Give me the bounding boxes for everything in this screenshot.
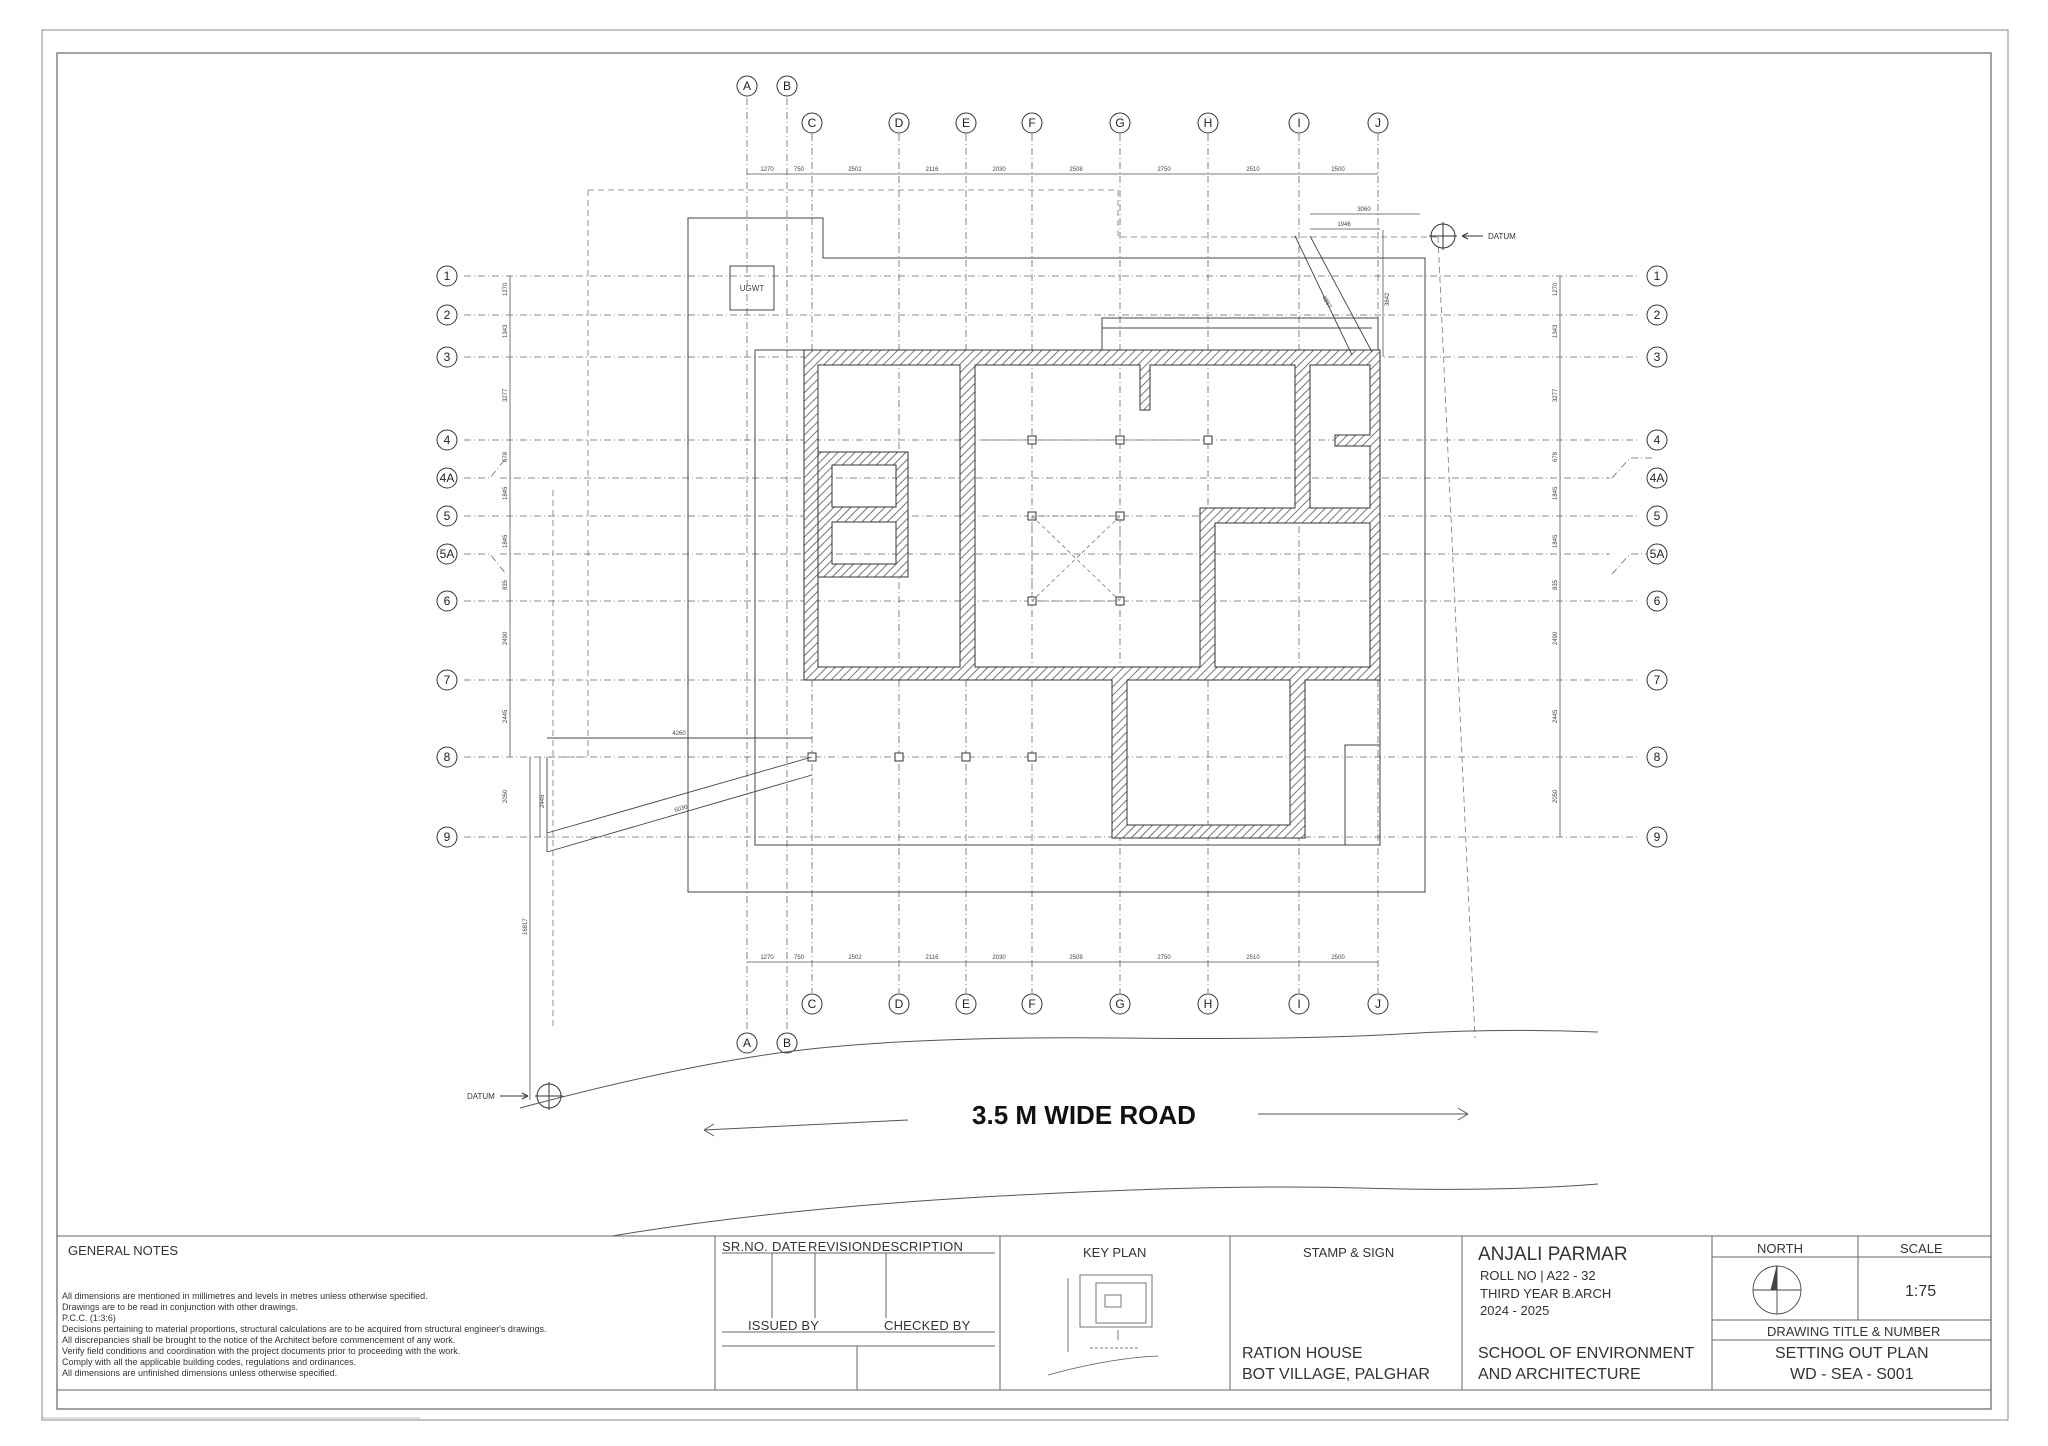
datum-marker-bottom [500,1082,563,1110]
stamp-label: STAMP & SIGN [1303,1245,1395,1260]
scale-label: SCALE [1900,1241,1943,1256]
right-dim-10: 2050 [1553,789,1559,803]
grid-label-j-bottom: J [1375,997,1381,1011]
grid-label-i-top: I [1297,116,1301,130]
note-line: P.C.C. (1:3:6) [62,1313,116,1323]
dim-diag: 4867 [1320,295,1333,310]
road-edges [520,1030,1598,1236]
grid-label-c-top: C [807,116,817,130]
grid-label-2-left: 2 [443,308,451,322]
drawing-number: WD - SEA - S001 [1790,1366,1914,1383]
grid-label-4-right: 4 [1653,433,1661,447]
grid-label-8-left: 8 [443,750,451,764]
grid-label-4a-left: 4A [439,471,455,485]
grid-label-j-top: J [1375,116,1381,130]
grid-label-6-right: 6 [1653,594,1661,608]
right-dim-1: 1270 [1553,282,1559,296]
grid-label-5a-left: 5A [439,547,455,561]
note-line: All dimensions are mentioned in millimetres and levels in metres unless otherwise specified. [62,1291,428,1301]
revision-sr-header: SR.NO. [722,1239,768,1254]
right-dim-8: 2490 [1553,631,1559,645]
grid-label-3-right: 3 [1653,350,1661,364]
left-dim-10: 2050 [503,789,509,803]
grid-label-f-top: F [1028,116,1036,130]
revision-description-header: DESCRIPTION [872,1239,964,1254]
student-name: ANJALI PARMAR [1478,1244,1628,1265]
dim-6030: 6030 [673,804,689,814]
grid-label-d-bottom: D [894,997,904,1011]
grid-label-5a-right: 5A [1649,547,1665,561]
bottom-dim-9: 2500 [1331,955,1345,961]
top-dim-8: 2510 [1246,167,1260,173]
inner-border [57,53,1991,1409]
right-dim-4: 678 [1553,451,1559,462]
outer-border [42,30,2008,1420]
dim-4260: 4260 [672,731,686,737]
beam-lines [980,440,1200,601]
bottom-dim-4: 2116 [925,955,939,961]
grid-label-7-left: 7 [443,673,451,687]
grid-label-c-bottom: C [807,997,817,1011]
grid-label-e-top: E [961,116,971,130]
grid-label-b-top: B [782,79,792,93]
grid-label-1-right: 1 [1653,269,1661,283]
dimension-chains [510,174,1560,1100]
grid-label-2-right: 2 [1653,308,1661,322]
site-outline [688,218,1425,892]
north-label: NORTH [1757,1241,1803,1256]
grid-label-b-bottom: B [782,1036,792,1050]
columns [808,436,1212,761]
right-dim-5: 1845 [1553,486,1559,500]
grid-label-5-right: 5 [1653,509,1661,523]
grid-label-4-left: 4 [443,433,451,447]
grid-label-9-left: 9 [443,830,451,844]
left-dim-4: 678 [503,451,509,462]
note-line: Decisions pertaining to material proportions, structural calculations are to be acquired from structural engineer's drawings. [62,1324,547,1334]
grid-label-7-right: 7 [1653,673,1661,687]
scale-value: 1:75 [1905,1283,1937,1300]
grid-label-f-bottom: F [1028,997,1036,1011]
grid-label-8-right: 8 [1653,750,1661,764]
datum-label-top: DATUM [1488,232,1516,241]
left-dim-6: 1845 [503,534,509,548]
school-line-2: AND ARCHITECTURE [1478,1366,1641,1383]
grid-label-6-left: 6 [443,594,451,608]
dim-1946: 1946 [1337,222,1351,228]
grid-bubbles [437,76,1667,1053]
grid-label-3-left: 3 [443,350,451,364]
grid-label-4a-right: 4A [1649,471,1665,485]
project-location: BOT VILLAGE, PALGHAR [1242,1366,1430,1383]
right-dim-9: 2445 [1553,709,1559,723]
right-dim-3: 3277 [1553,388,1559,402]
right-dim-2: 1343 [1553,324,1559,338]
top-dim-2: 750 [793,167,805,173]
drawing-title-label: DRAWING TITLE & NUMBER [1767,1324,1941,1339]
student-session: 2024 - 2025 [1480,1303,1550,1318]
top-dim-9: 2500 [1331,167,1345,173]
grid-label-9-right: 9 [1653,830,1661,844]
north-arrow-icon [1753,1266,1801,1314]
note-line: All discrepancies shall be brought to the notice of the Architect before commencement of any work. [62,1335,456,1345]
bottom-dim-7: 2750 [1157,955,1171,961]
grid-label-g-top: G [1115,116,1125,130]
grid-label-a-top: A [742,79,752,93]
grid-label-i-bottom: I [1297,997,1301,1011]
issued-by-label: ISSUED BY [748,1318,820,1333]
revision-date-header: DATE [772,1239,807,1254]
bottom-dim-5: 2030 [992,955,1006,961]
left-dim-8: 2490 [503,631,509,645]
bottom-dim-8: 2510 [1246,955,1260,961]
left-dim-9: 2445 [503,709,509,723]
top-dim-1: 1270 [760,167,774,173]
note-line: Drawings are to be read in conjunction with other drawings. [62,1302,299,1312]
bottom-dim-1: 1270 [760,955,774,961]
top-dim-text [760,167,1345,173]
bottom-dim-3: 2502 [848,955,862,961]
dim-2445: 2445 [540,794,546,808]
note-line: All dimensions are unfinished dimensions unless otherwise specified. [62,1368,338,1378]
grid-label-g-bottom: G [1115,997,1125,1011]
right-dim-7: 835 [1553,579,1559,590]
drawing-title: SETTING OUT PLAN [1775,1345,1929,1362]
student-year: THIRD YEAR B.ARCH [1480,1286,1612,1301]
key-plan-sketch [1048,1275,1158,1375]
general-notes-heading: GENERAL NOTES [68,1243,179,1258]
plot-boundary [548,190,1475,1038]
grid-label-1-left: 1 [443,269,451,283]
grid-bubble-labels [440,79,1665,1050]
student-roll: ROLL NO | A22 - 32 [1480,1268,1596,1283]
key-plan-label: KEY PLAN [1083,1245,1147,1260]
ugwt-label: UGWT [739,284,765,293]
left-dim-3: 3277 [503,388,509,402]
bottom-dim-text [760,955,1345,961]
bottom-dim-6: 2508 [1069,955,1083,961]
top-dim-3: 2502 [848,167,862,173]
building-walls [804,350,1380,838]
left-dim-7: 835 [503,579,509,590]
dim-3060: 3060 [1357,207,1371,213]
top-dim-6: 2508 [1069,167,1083,173]
left-dim-2: 1343 [503,324,509,338]
datum-marker-top [1429,222,1483,250]
right-dim-6: 1845 [1553,534,1559,548]
checked-by-label: CHECKED BY [884,1318,971,1333]
general-notes [62,1291,546,1379]
revision-revision-header: REVISION [808,1239,872,1254]
grid-label-d-top: D [894,116,904,130]
right-dim-text [1553,282,1559,803]
datum-label-bottom: DATUM [467,1092,495,1101]
grid-label-a-bottom: A [742,1036,752,1050]
grid-label-5-left: 5 [443,509,451,523]
road-label: 3.5 M WIDE ROAD [972,1100,1196,1130]
school-line-1: SCHOOL OF ENVIRONMENT [1478,1345,1695,1362]
grid-label-h-bottom: H [1203,997,1213,1011]
left-dim-1: 1270 [503,282,509,296]
top-dim-4: 2116 [925,167,939,173]
left-dim-5: 1845 [503,486,509,500]
left-dim-text [503,282,509,803]
dim-16817: 16817 [523,918,529,935]
dim-3642: 3642 [1385,292,1391,306]
note-line: Comply with all the applicable building codes, regulations and ordinances. [62,1357,357,1367]
bottom-dim-2: 750 [793,955,805,961]
grid-label-e-bottom: E [961,997,971,1011]
top-dim-7: 2750 [1157,167,1171,173]
grid-label-h-top: H [1203,116,1213,130]
project-name: RATION HOUSE [1242,1345,1363,1362]
top-dim-5: 2030 [992,167,1006,173]
note-line: Verify field conditions and coordination with the project documents prior to proceeding with the work. [62,1346,461,1356]
